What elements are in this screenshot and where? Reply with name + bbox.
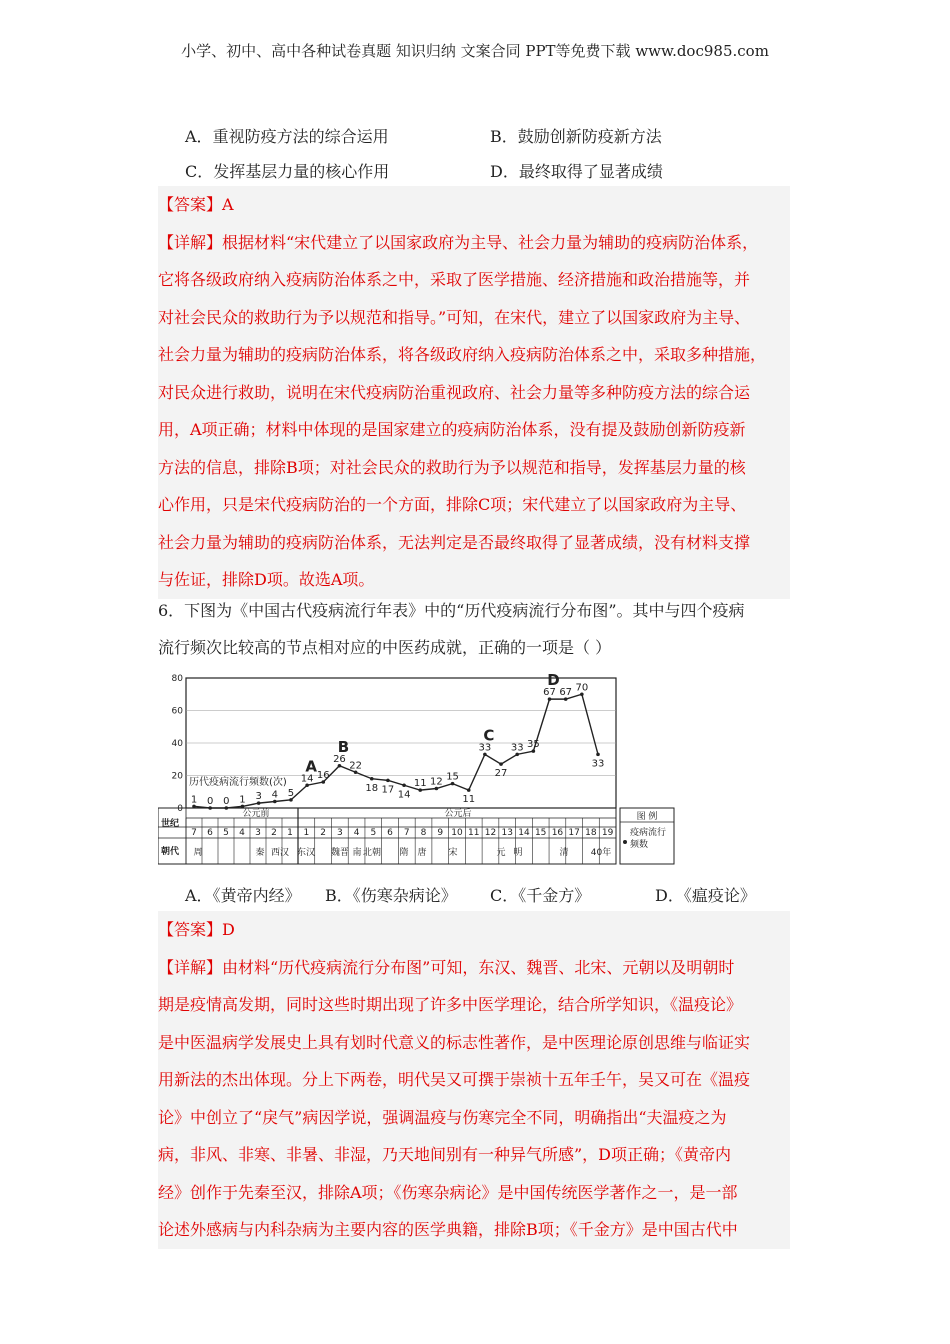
data-label: 26 — [333, 753, 346, 765]
dynasty-cell: 40年 — [590, 848, 612, 858]
q6-option-b — [325, 883, 457, 906]
legend-text-line: 疫病流行 — [630, 828, 667, 838]
q6-answer-block — [158, 911, 790, 1249]
q6-detail-line: 用新法的杰出体现。分上下两卷，明代吴又可撰于崇祯十五年壬午，吴又可在《温疫 — [158, 1070, 751, 1089]
data-label: 17 — [381, 784, 395, 796]
data-label: 16 — [316, 770, 330, 781]
legend — [620, 808, 674, 864]
data-point — [370, 777, 374, 781]
data-point — [499, 762, 503, 766]
option-letter: C． — [185, 162, 214, 181]
data-labels — [191, 682, 605, 807]
century-cell: 1 — [287, 828, 293, 838]
y-tick-label: 40 — [171, 739, 183, 749]
q5-detail-line: 方法的信息，排除B项；对社会民众的救助行为予以规范和指导，发挥基层力量的核 — [158, 457, 746, 477]
legend-marker — [623, 840, 627, 844]
data-label: 35 — [526, 739, 540, 751]
data-label: 27 — [494, 768, 508, 780]
option-text: 发挥基层力量的核心作用 — [213, 162, 390, 181]
dynasty-cell: 秦 — [255, 848, 265, 858]
legend-text — [630, 826, 666, 850]
q5-option-d — [490, 159, 663, 182]
q5-detail-line: 心作用，只是宋代疫病防治的一个方面，排除C项；宋代建立了以国家政府为主导、 — [158, 495, 747, 514]
century-cell: 14 — [518, 828, 530, 838]
grid-lines — [186, 711, 616, 776]
q5-option-b — [490, 124, 662, 147]
option-letter: A． — [185, 886, 213, 905]
option-text: 最终取得了显著成绩 — [518, 162, 663, 181]
century-cell: 9 — [437, 828, 444, 838]
data-label: 14 — [300, 773, 314, 785]
century-row-label: 世纪 — [161, 819, 180, 829]
century-cell: 19 — [601, 828, 614, 838]
epidemic-distribution-chart — [158, 672, 678, 868]
data-label: 70 — [575, 682, 589, 694]
q6-option-d — [655, 883, 756, 906]
data-label: 33 — [591, 758, 605, 770]
data-label: 0 — [206, 796, 214, 807]
q6-question-line: 6．下图为《中国古代疫病流行年表》中的“历代疫病流行分布图”。其中与四个疫病 — [158, 601, 745, 620]
y-axis-ticks — [172, 674, 184, 814]
y-tick-label: 20 — [171, 771, 183, 782]
era-before-label: 公元前 — [242, 809, 270, 819]
series-label: 历代疫病流行频数(次) — [189, 777, 287, 788]
option-letter: A． — [185, 127, 213, 146]
option-text: 重视防疫方法的综合运用 — [212, 127, 389, 146]
q5-detail-line: 与佐证，排除D项。故选A项。 — [158, 570, 375, 589]
data-label: 22 — [349, 760, 362, 772]
dynasty-cell: 西汉 — [270, 848, 290, 858]
century-cell: 3 — [336, 828, 343, 838]
dynasty-cell: 隋 — [399, 848, 409, 858]
q6-detail-line: 期是疫情高发期，同时这些时期出现了许多中医学理论，结合所学知识，《温疫论》 — [158, 995, 743, 1014]
q5-detail-line: 【详解】根据材料“宋代建立了以国家政府为主导、社会力量为辅助的疫病防治体系， — [158, 232, 759, 252]
option-text: 鼓励创新防疫新方法 — [517, 127, 662, 146]
dynasty-cell: 魏晋 — [330, 848, 350, 858]
dynasty-cell: 南 — [352, 848, 362, 858]
data-label: 11 — [462, 794, 476, 806]
annotation-label: B — [337, 737, 350, 756]
q5-detail-line: 对社会民众的救助行为予以规范和指导。”可知，在宋代，建立了以国家政府为主导、 — [158, 307, 751, 327]
q5-option-a — [185, 124, 389, 147]
q5-detail-line: 社会力量为辅助的疫病防治体系，无法判定是否最终取得了显著成绩，没有材料支撑 — [158, 532, 751, 552]
legend-text-line: 频数 — [630, 840, 649, 850]
annotation-label: D — [547, 672, 560, 690]
century-cell: 16 — [551, 828, 564, 838]
century-cell: 12 — [484, 828, 497, 838]
q6-detail-line: 论述外感病与内科杂病为主要内容的医学典籍，排除B项；《千金方》是中国古代中 — [158, 1220, 738, 1239]
q6-question — [158, 592, 790, 666]
q5-answer: 【答案】A — [158, 195, 234, 214]
q5-answer-block — [158, 186, 790, 599]
century-cell: 11 — [468, 828, 480, 838]
data-label: 0 — [223, 796, 230, 807]
data-label: 15 — [446, 771, 459, 783]
q6-detail-line: 【详解】由材料“历代疫病流行分布图”可知，东汉、魏晋、北宋、元朝以及明朝时 — [158, 957, 735, 977]
q5-detail-line: 对民众进行救助，说明在宋代疫病防治重视政府、社会力量等多种防疫方法的综合运 — [158, 382, 751, 402]
data-label: 12 — [430, 776, 443, 788]
data-label: 3 — [255, 791, 262, 803]
dynasty-cell: 北朝 — [362, 848, 382, 858]
century-cell: 5 — [370, 828, 377, 838]
dynasty-cell: 宋 — [448, 848, 458, 858]
century-cell: 2 — [320, 828, 326, 838]
annotation-label: A — [305, 757, 317, 776]
century-cell: 6 — [387, 828, 393, 838]
y-tick-label: 80 — [171, 674, 183, 684]
century-cell: 4 — [353, 828, 360, 838]
century-cell: 18 — [585, 828, 597, 838]
q6-detail-line: 病，非风、非寒、非暑、非湿，乃天地间别有一种异气所感”，D项正确；《黄帝内 — [158, 1145, 732, 1164]
option-letter: B． — [325, 886, 353, 905]
legend-title: 图 例 — [636, 812, 658, 822]
y-tick-label: 0 — [177, 804, 183, 814]
option-text: 《伤寒杂病论》 — [352, 886, 457, 905]
dynasty-cell: 唐 — [417, 848, 427, 858]
era-after-label: 公元后 — [444, 809, 472, 819]
q5-detail-line: 它将各级政府纳入疫病防治体系之中，采取了医学措施、经济措施和政治措施等，并 — [158, 270, 751, 289]
q6-detail-line: 是中医温病学发展史上具有划时代意义的标志性著作，是中医理论原创思维与临证实 — [158, 1032, 751, 1052]
q5-detail-line: 社会力量为辅助的疫病防治体系，将各级政府纳入疫病防治体系之中，采取多种措施， — [158, 345, 767, 364]
dynasty-row-label: 朝代 — [161, 847, 180, 857]
data-label: 4 — [271, 789, 278, 801]
century-cell: 1 — [303, 828, 310, 838]
q6-option-a — [185, 883, 301, 906]
data-label: 14 — [397, 789, 411, 801]
option-text: 《千金方》 — [518, 886, 591, 905]
q6-question-line: 流行频次比较高的节点相对应的中医药成就，正确的一项是（ ） — [158, 638, 612, 657]
q6-detail-line: 经》创作于先秦至汉，排除A项；《伤寒杂病论》是中国传统医学著作之一，是一部 — [158, 1182, 738, 1202]
q5-detail-line: 用，A项正确；材料中体现的是国家建立的疫病防治体系，没有提及鼓励创新防疫新 — [158, 420, 746, 439]
century-cell: 13 — [501, 828, 513, 838]
century-cell: 10 — [451, 828, 463, 838]
dynasty-cell: 明 — [513, 848, 523, 858]
data-point — [402, 783, 406, 787]
century-cell: 17 — [568, 828, 580, 838]
dynasty-cell: 清 — [559, 848, 569, 858]
century-cell: 8 — [420, 828, 427, 838]
data-label: 5 — [287, 787, 295, 799]
dynasty-cell: 周 — [193, 848, 203, 858]
page-header: 小学、初中、高中各种试卷真题 知识归纳 文案合同 PPT等免费下载 www.doc985.com — [181, 42, 769, 60]
data-label: 1 — [239, 794, 246, 806]
data-point — [467, 788, 471, 792]
dynasty-cell: 东汉 — [296, 848, 316, 858]
y-tick-label: 60 — [171, 706, 183, 717]
century-cell: 2 — [271, 828, 277, 838]
data-label: 67 — [543, 687, 556, 699]
option-letter: B． — [490, 127, 518, 146]
data-label: 18 — [365, 782, 379, 794]
data-points — [192, 692, 600, 809]
option-text: 《瘟疫论》 — [683, 886, 756, 905]
century-cell: 15 — [534, 828, 547, 838]
q6-option-c — [490, 883, 590, 906]
data-label: 67 — [559, 687, 573, 699]
timeline-table — [158, 807, 616, 864]
data-label: 33 — [478, 742, 492, 754]
century-cell: 7 — [191, 828, 197, 838]
option-letter: D． — [655, 886, 684, 905]
data-label: 1 — [190, 794, 198, 806]
data-point — [596, 753, 600, 757]
data-point — [386, 779, 390, 783]
data-label: 11 — [413, 778, 427, 790]
dynasty-cell: 元 — [496, 848, 506, 858]
option-letter: C． — [490, 886, 519, 905]
data-label: 33 — [510, 742, 524, 754]
century-cell: 3 — [255, 828, 261, 838]
q6-answer: 【答案】D — [158, 920, 235, 939]
chart-svg — [158, 672, 678, 868]
century-cell: 4 — [239, 828, 245, 838]
q6-detail-line: 论》中创立了“戾气”病因学说，强调温疫与伤寒完全不同，明确指出“夫温疫之为 — [158, 1107, 727, 1127]
dynasty-cells — [193, 846, 611, 858]
option-letter: D． — [490, 162, 519, 181]
q5-option-c — [185, 159, 389, 182]
annotation-label: C — [483, 726, 495, 745]
century-cell: 6 — [207, 828, 213, 838]
century-cell: 5 — [223, 828, 229, 838]
option-text: 《黄帝内经》 — [212, 886, 301, 905]
century-cell: 7 — [403, 828, 410, 838]
